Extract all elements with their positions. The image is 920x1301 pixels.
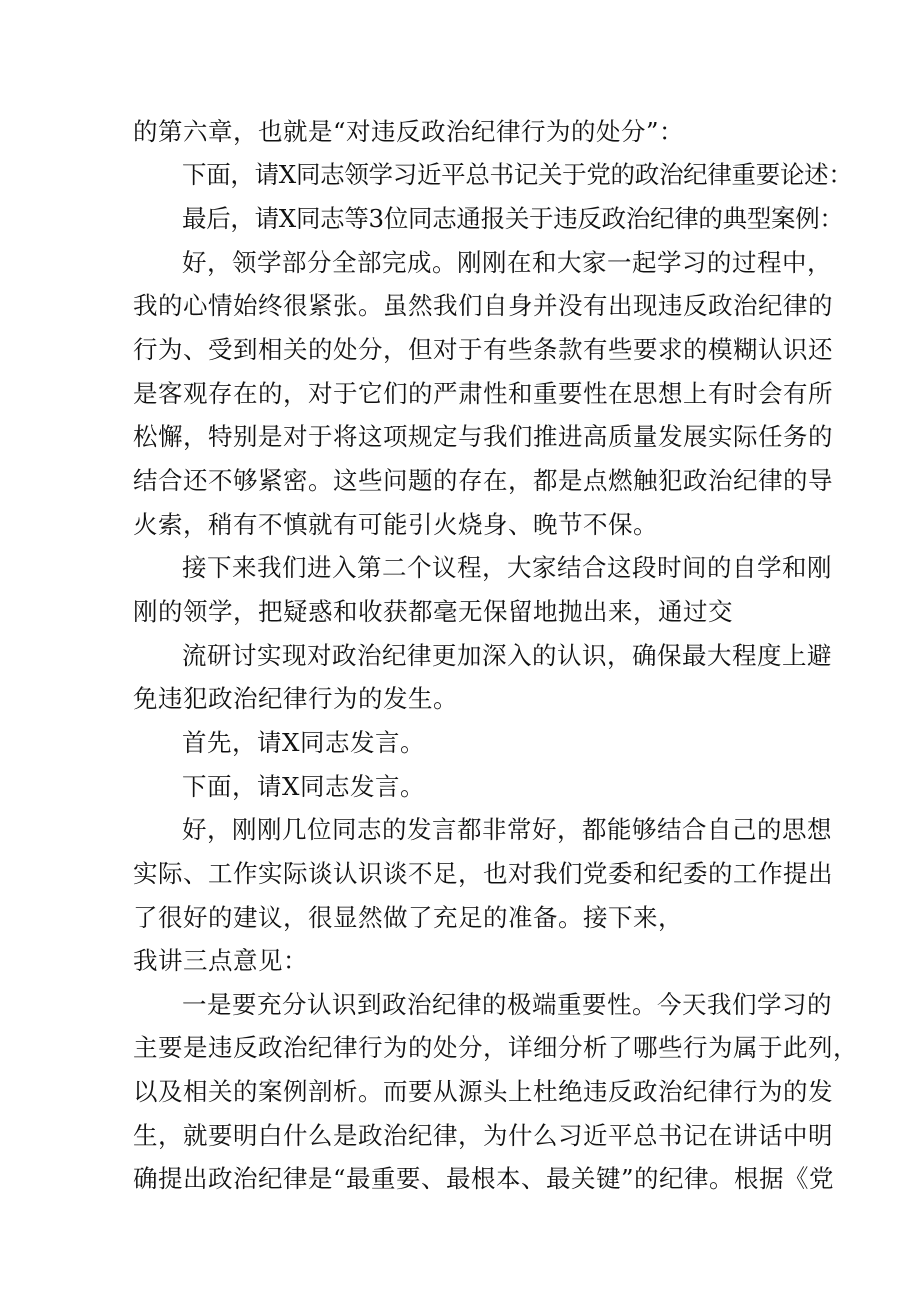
text-line: 一是要充分认识到政治纪律的极端重要性。今天我们学习的 (182, 990, 832, 1019)
text-line: 好，刚刚几位同志的发言都非常好，都能够结合自己的思想 (182, 815, 832, 844)
text-line: 确提出政治纪律是“最重要、最根本、最关键”的纪律。根据《党 (133, 1164, 835, 1193)
text-line: 下面，请X同志领学习近平总书记关于党的政治纪律重要论述： (182, 160, 853, 189)
text-line: 主要是违反政治纪律行为的处分，详细分析了哪些行为属于此列， (133, 1033, 858, 1062)
text-line: 下面，请X同志发言。 (182, 772, 425, 801)
text-line: 我讲三点意见： (133, 946, 308, 975)
text-line: 松懈，特别是对于将这项规定与我们推进高质量发展实际任务的 (133, 422, 833, 451)
text-line: 行为、受到相关的处分，但对于有些条款有些要求的模糊认识还 (133, 335, 833, 364)
text-line: 首先，请X同志发言。 (182, 728, 425, 757)
text-line: 结合还不够紧密。这些问题的存在，都是点燃触犯政治纪律的导 (133, 466, 833, 495)
text-line: 最后，请X同志等3位同志通报关于违反政治纪律的典型案例： (182, 204, 844, 233)
text-line: 是客观存在的，对于它们的严肃性和重要性在思想上有时会有所 (133, 379, 833, 408)
text-line: 好，领学部分全部完成。刚刚在和大家一起学习的过程中， (182, 248, 832, 277)
text-line: 了很好的建议，很显然做了充足的准备。接下来， (133, 903, 683, 932)
text-line: 我的心情始终很紧张。虽然我们自身并没有出现违反政治纪律的 (133, 291, 833, 320)
text-line: 的第六章，也就是“对违反政治纪律行为的处分”： (133, 117, 685, 146)
text-line: 流研讨实现对政治纪律更加深入的认识，确保最大程度上避 (182, 641, 832, 670)
text-line: 实际、工作实际谈认识谈不足，也对我们党委和纪委的工作提出 (133, 859, 833, 888)
text-line: 火索，稍有不慎就有可能引火烧身、晚节不保。 (133, 510, 658, 539)
text-line: 接下来我们进入第二个议程，大家结合这段时间的自学和刚 (182, 553, 832, 582)
text-line: 刚的领学，把疑惑和收获都毫无保留地抛出来，通过交 (133, 597, 733, 626)
text-line: 以及相关的案例剖析。而要从源头上杜绝违反政治纪律行为的发 (133, 1077, 833, 1106)
text-line: 免违犯政治纪律行为的发生。 (133, 684, 458, 713)
text-line: 生，就要明白什么是政治纪律，为什么习近平总书记在讲话中明 (133, 1121, 833, 1150)
